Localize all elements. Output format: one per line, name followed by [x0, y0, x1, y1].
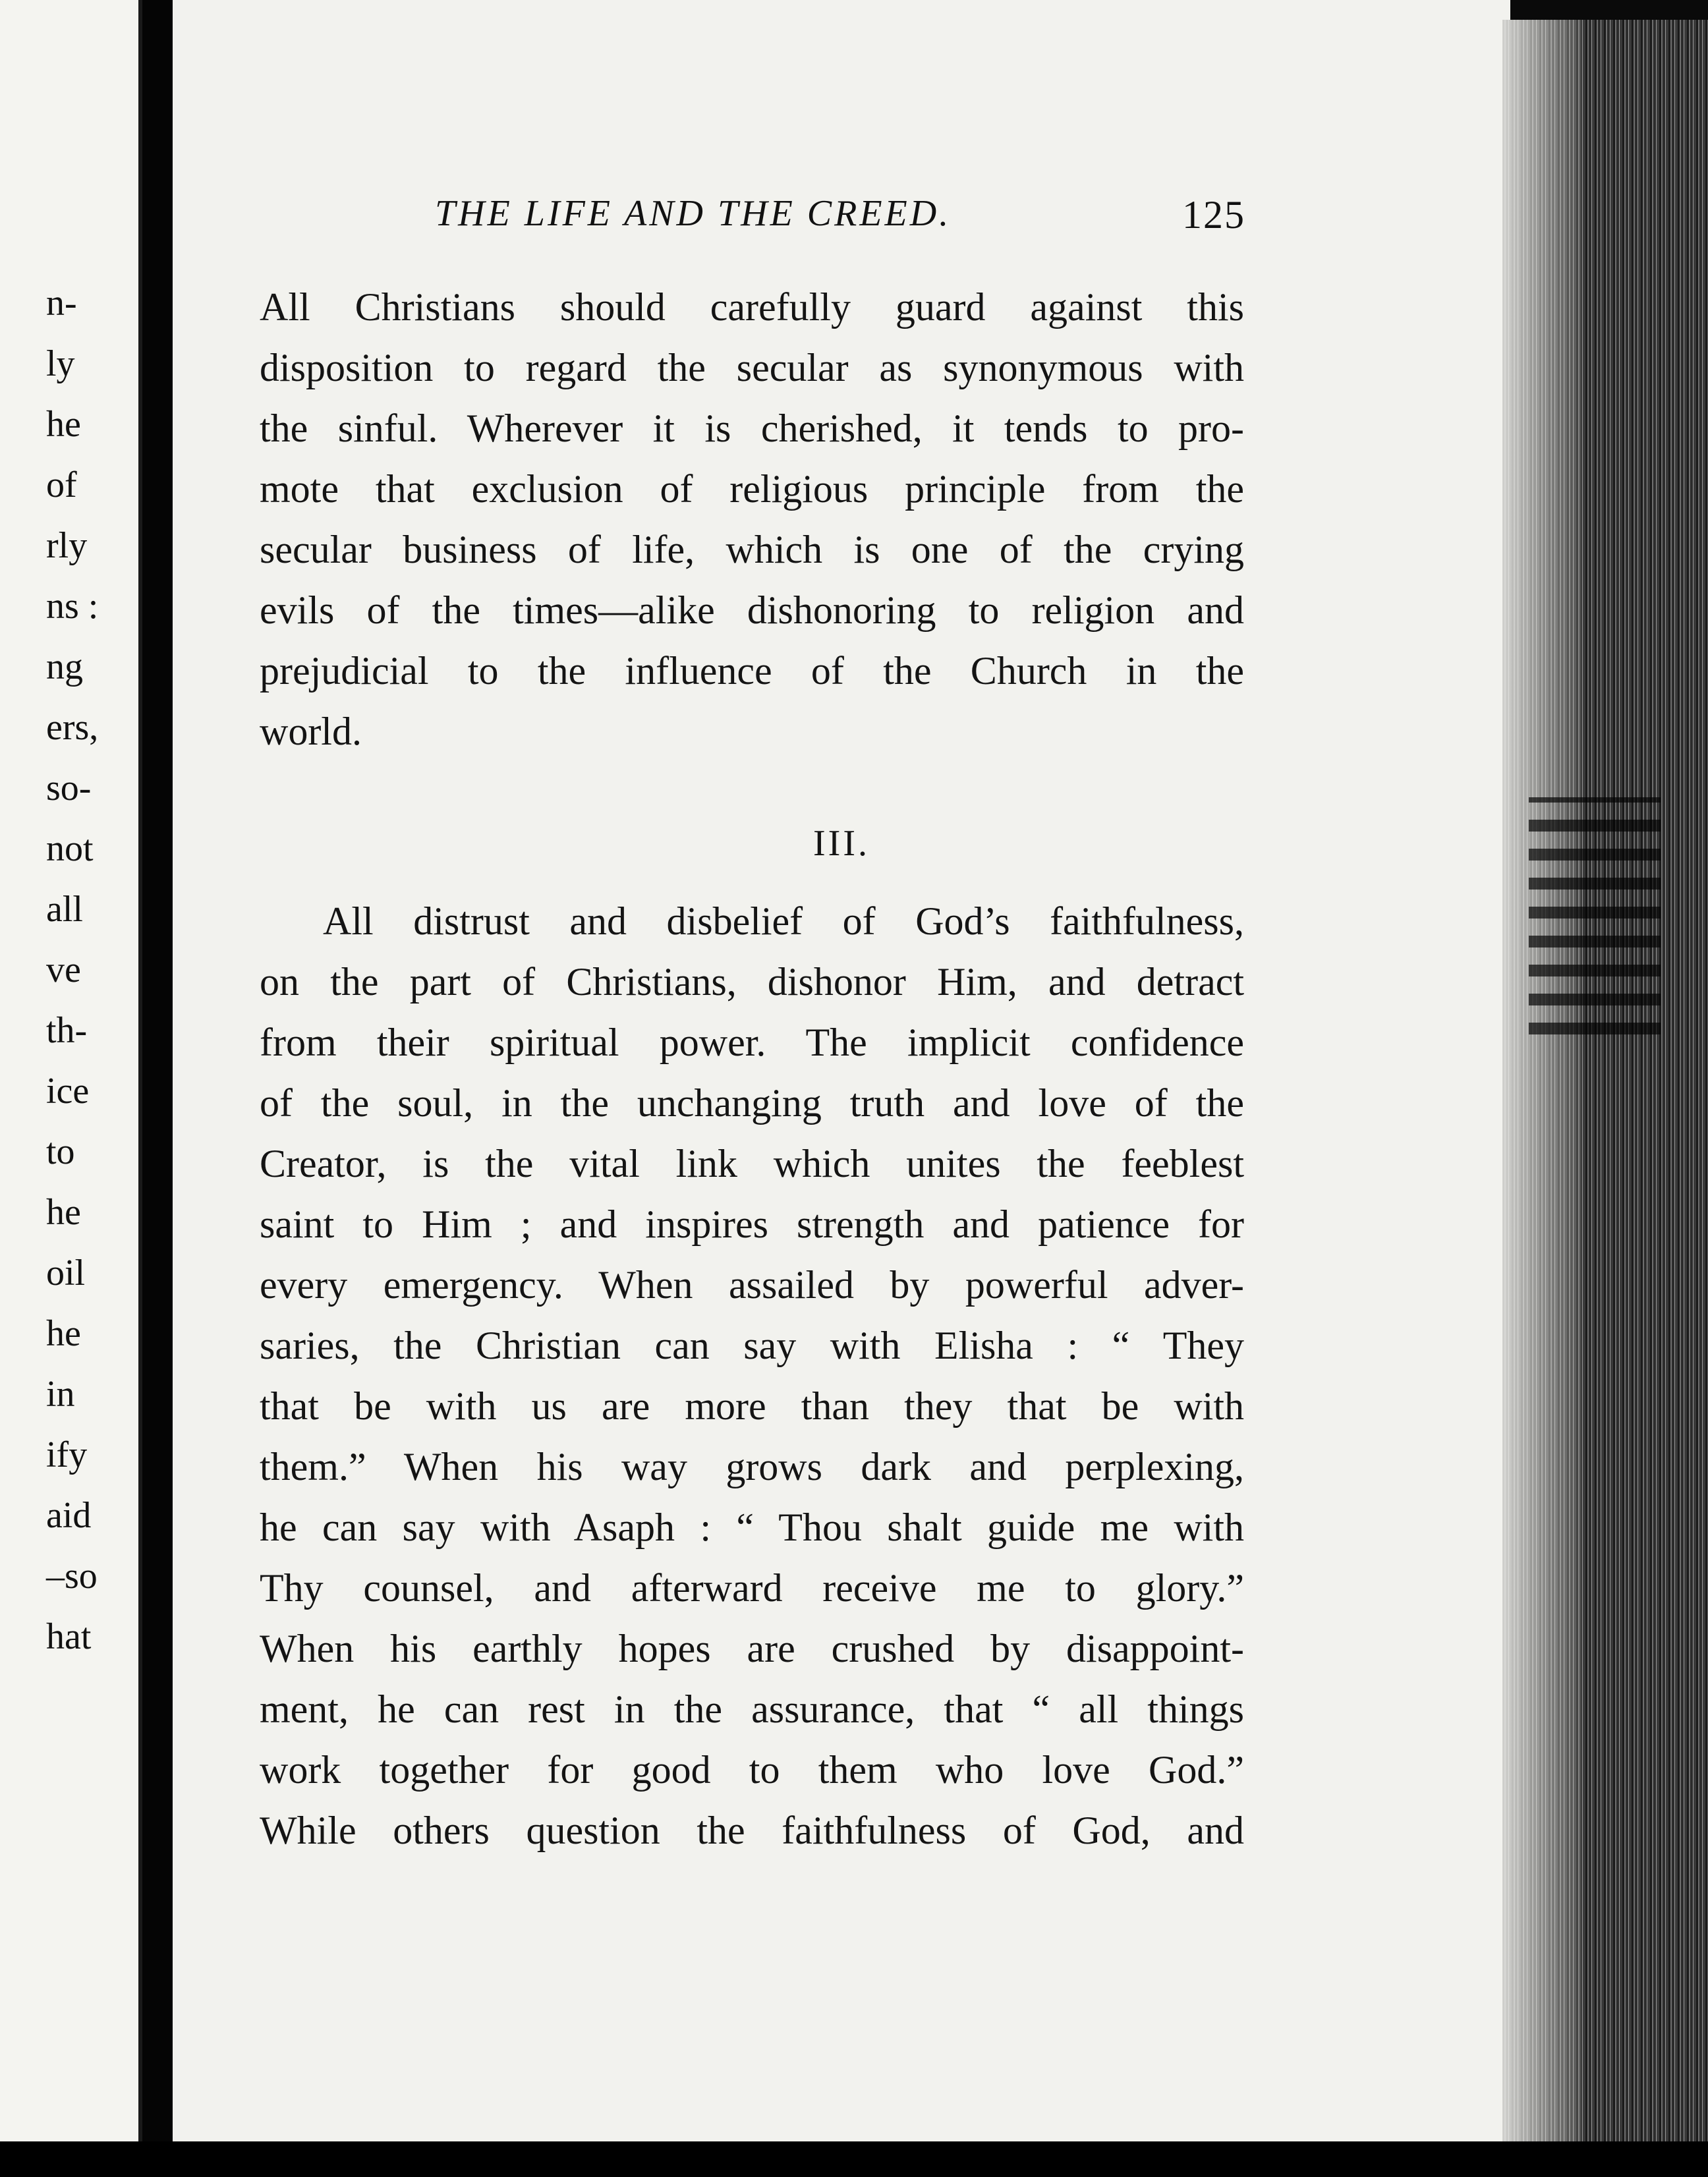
paragraph-1	[260, 277, 1244, 762]
text-line: prejudicial to the influence of the Church in the	[260, 649, 1244, 693]
left-page-fragment: ice	[46, 1071, 90, 1112]
section-heading: III.	[813, 823, 870, 864]
paragraph-2	[260, 891, 1244, 1861]
page-edges	[1502, 20, 1708, 2177]
left-page-fragment: hat	[46, 1616, 92, 1657]
text-line: While others question the faithfulness of God, and	[260, 1809, 1244, 1852]
text-line: secular business of life, which is one of the crying	[260, 528, 1244, 571]
text-line: When his earthly hopes are crushed by disappoint-	[260, 1627, 1244, 1670]
text-line: on the part of Christians, dishonor Him, and detract	[260, 960, 1244, 1004]
text-line: saint to Him ; and inspires strength and patience for	[260, 1202, 1244, 1246]
text-line: saries, the Christian can say with Elisha : “ They	[260, 1324, 1244, 1367]
text-line: that be with us are more than they that be with	[260, 1384, 1244, 1428]
text-line: them.” When his way grows dark and perplexing,	[260, 1445, 1244, 1488]
text-line: every emergency. When assailed by powerful adver-	[260, 1263, 1244, 1307]
left-page-fragment: ly	[46, 343, 75, 384]
left-page-fragment: ns :	[46, 586, 99, 627]
text-line: ment, he can rest in the assurance, that “ all things	[260, 1687, 1244, 1731]
text-line: work together for good to them who love God.”	[260, 1748, 1244, 1792]
text-line: from their spiritual power. The implicit confidence	[260, 1021, 1244, 1064]
left-page-fragment: –so	[46, 1556, 98, 1597]
left-page-fragment: he	[46, 404, 81, 445]
text-line: Creator, is the vital link which unites the feeblest	[260, 1142, 1244, 1185]
left-page-fragment: to	[46, 1131, 75, 1172]
left-page-fragment: ify	[46, 1434, 88, 1475]
left-page-fragment: rly	[46, 525, 88, 566]
left-page-fragment: he	[46, 1313, 81, 1354]
running-head	[435, 192, 1245, 245]
text-line: All Christians should carefully guard against this	[260, 285, 1244, 329]
left-page-fragment: of	[46, 465, 77, 505]
left-page-fragment: ers,	[46, 707, 99, 748]
text-line: mote that exclusion of religious principle from the	[260, 467, 1244, 511]
text-line: of the soul, in the unchanging truth and love of the	[260, 1081, 1244, 1125]
left-page-fragment: so-	[46, 768, 92, 808]
left-page-fragment: n-	[46, 283, 77, 324]
page-edge-highlight	[1502, 20, 1581, 2177]
text-line: All distrust and disbelief of God’s faithfulness,	[323, 899, 1244, 943]
left-page-fragment: he	[46, 1192, 81, 1233]
left-page-fragment: all	[46, 889, 83, 930]
left-page-fragment: oil	[46, 1253, 86, 1293]
scan-bottom-border	[0, 2141, 1708, 2177]
left-page-fragment: ve	[46, 949, 81, 990]
left-page-fragment: not	[46, 828, 94, 869]
text-line: the sinful. Wherever it is cherished, it tends to pro-	[260, 407, 1244, 450]
book-gutter	[142, 0, 173, 2177]
text-line: disposition to regard the secular as synonymous with	[260, 346, 1244, 389]
edge-stamp-mark	[1529, 797, 1661, 1034]
left-page-fragment: th-	[46, 1010, 88, 1051]
text-line: Thy counsel, and afterward receive me to glory.”	[260, 1566, 1244, 1610]
left-page-fragment: aid	[46, 1495, 92, 1536]
text-line: evils of the times—alike dishonoring to religion and	[260, 588, 1244, 632]
text-line: world.	[260, 710, 362, 753]
left-page-fragment: in	[46, 1374, 75, 1415]
left-page-fragment: ng	[46, 646, 83, 687]
page-number: 125	[1182, 193, 1245, 237]
text-line: he can say with Asaph : “ Thou shalt guide me with	[260, 1506, 1244, 1549]
left-facing-page	[0, 0, 142, 2141]
running-head-title: THE LIFE AND THE CREED.	[435, 193, 952, 234]
